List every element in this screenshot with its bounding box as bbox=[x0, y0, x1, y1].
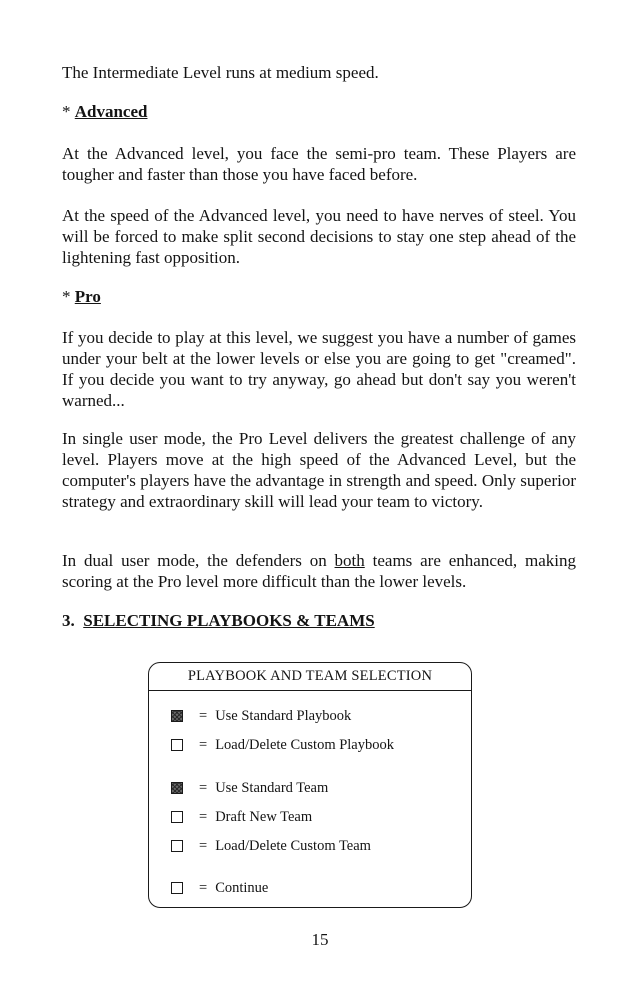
checkbox-empty-icon[interactable] bbox=[171, 840, 183, 852]
option-load-delete-custom-team[interactable] bbox=[171, 837, 371, 855]
checkbox-checked-icon[interactable] bbox=[171, 710, 183, 722]
option-equals: = bbox=[199, 707, 208, 724]
option-equals: = bbox=[199, 808, 208, 825]
page-number: 15 bbox=[311, 930, 329, 949]
advanced-paragraph-1: At the Advanced level, you face the semi-pro team. These Players are tougher and faster than those you have faced before. bbox=[62, 144, 576, 184]
playbook-team-selection-panel bbox=[148, 662, 472, 908]
option-label: Load/Delete Custom Playbook bbox=[215, 736, 394, 753]
checkbox-empty-icon[interactable] bbox=[171, 811, 183, 823]
option-draft-new-team[interactable] bbox=[171, 808, 312, 826]
pro-heading-label: Pro bbox=[74, 287, 101, 306]
checkbox-checked-icon[interactable] bbox=[171, 782, 183, 794]
panel-title-divider bbox=[149, 690, 471, 691]
pro-bullet: * bbox=[62, 287, 75, 306]
advanced-heading-label: Advanced bbox=[74, 102, 148, 121]
panel-title: PLAYBOOK AND TEAM SELECTION bbox=[187, 668, 433, 684]
option-equals: = bbox=[199, 779, 208, 796]
option-use-standard-team[interactable] bbox=[171, 779, 328, 797]
option-label: Use Standard Playbook bbox=[215, 707, 352, 724]
dual-text-emphasis: both bbox=[334, 551, 365, 570]
checkbox-empty-icon[interactable] bbox=[171, 739, 183, 751]
advanced-heading bbox=[62, 101, 147, 122]
dual-text-before: In dual user mode, the defenders on bbox=[62, 551, 335, 570]
option-equals: = bbox=[199, 879, 208, 896]
option-use-standard-playbook[interactable] bbox=[171, 707, 351, 725]
option-equals: = bbox=[199, 736, 208, 753]
option-label: Use Standard Team bbox=[215, 779, 329, 796]
section-3-heading bbox=[62, 610, 375, 631]
option-continue[interactable] bbox=[171, 879, 268, 897]
option-label: Draft New Team bbox=[215, 808, 313, 825]
advanced-bullet: * bbox=[62, 102, 75, 121]
pro-paragraph-2: In single user mode, the Pro Level delivers the greatest challenge of any level. Players move at the high speed of the Advanced Level, but the computer's players have the advantage in strength and speed. Only superior strategy and extraordinary skill will lead your team to victory. bbox=[62, 429, 576, 511]
option-label: Continue bbox=[215, 879, 269, 896]
dual-text-after: teams are enhanced, making scoring at the Pro level more difficult than the lower levels. bbox=[62, 551, 576, 591]
pro-paragraph-dual bbox=[62, 550, 576, 592]
section-3-title: SELECTING PLAYBOOKS & TEAMS bbox=[83, 611, 375, 630]
pro-paragraph-1: If you decide to play at this level, we suggest you have a number of games under your belt at the lower levels or else you are going to get "creamed". If you decide you want to try anyway, go ahead but don't say you weren't warned... bbox=[62, 328, 576, 410]
section-3-number: 3. bbox=[62, 611, 75, 630]
checkbox-empty-icon[interactable] bbox=[171, 882, 183, 894]
advanced-paragraph-2: At the speed of the Advanced level, you need to have nerves of steel. You will be forced to make split second decisions to stay one step ahead of the lightening fast opposition. bbox=[62, 206, 576, 267]
option-equals: = bbox=[199, 837, 208, 854]
option-label: Load/Delete Custom Team bbox=[215, 837, 371, 854]
option-load-delete-custom-playbook[interactable] bbox=[171, 736, 394, 754]
pro-heading bbox=[62, 286, 101, 307]
intro-text: The Intermediate Level runs at medium speed. bbox=[62, 63, 379, 82]
